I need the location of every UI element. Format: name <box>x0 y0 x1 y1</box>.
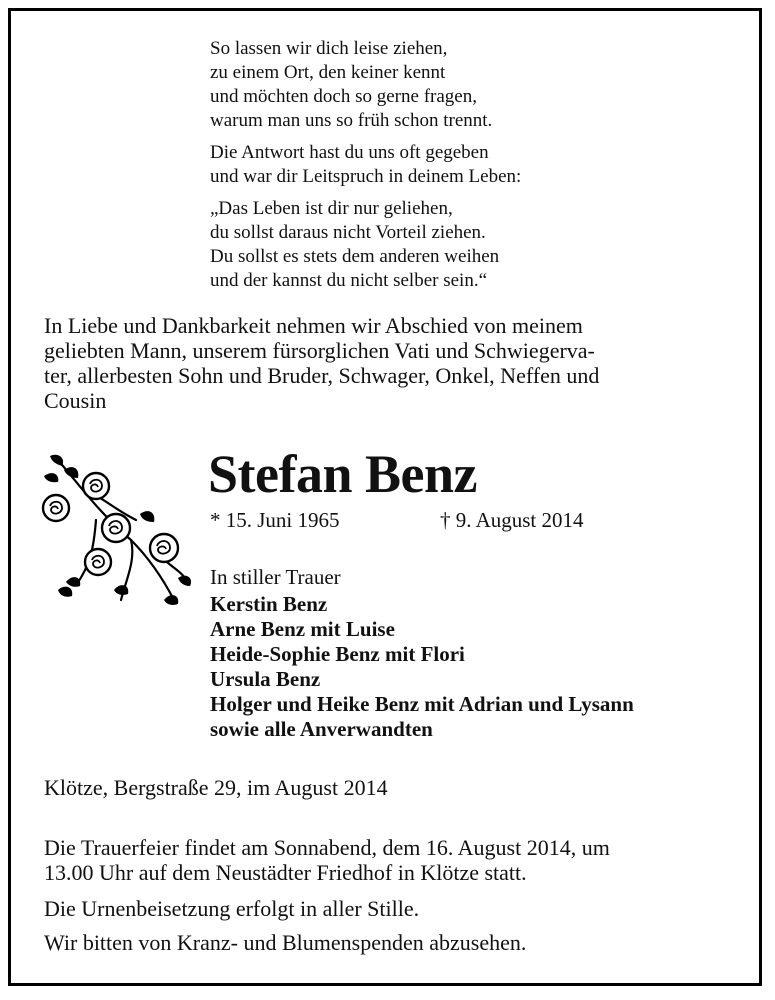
place-date: Klötze, Bergstraße 29, im August 2014 <box>44 775 388 800</box>
roses-icon <box>36 450 196 610</box>
urn-notice <box>44 896 744 921</box>
intro-line: Cousin <box>44 388 107 413</box>
birth-date: * 15. Juni 1965 <box>210 508 340 532</box>
mourner-name: Heide-Sophie Benz mit Flori <box>210 642 465 666</box>
mourner-name: sowie alle Anverwandten <box>210 717 433 741</box>
poem-line: Die Antwort hast du uns oft gegeben <box>210 142 489 163</box>
intro-line: geliebten Mann, unserem fürsorglichen Vati und Schwiegerva- <box>44 338 595 363</box>
poem-stanza-2 <box>210 141 521 189</box>
urn-notice-line: Die Urnenbeisetzung erfolgt in aller Stille. <box>44 896 420 921</box>
death-date: † 9. August 2014 <box>440 508 584 532</box>
funeral-notice-line: 13.00 Uhr auf dem Neustädter Friedhof in Klötze statt. <box>44 860 527 885</box>
poem-line: und war dir Leitspruch in deinem Leben: <box>210 166 522 187</box>
funeral-notice <box>44 835 744 885</box>
intro-paragraph <box>44 313 734 413</box>
flowers-notice <box>44 930 744 955</box>
flowers-notice-line: Wir bitten von Kranz- und Blumenspenden abzusehen. <box>44 930 527 955</box>
intro-line: In Liebe und Dankbarkeit nehmen wir Abschied von meinem <box>44 313 583 338</box>
intro-line: ter, allerbesten Sohn und Bruder, Schwager, Onkel, Neffen und <box>44 363 600 388</box>
funeral-notice-line: Die Trauerfeier findet am Sonnabend, dem 16. August 2014, um <box>44 835 610 860</box>
deceased-name: Stefan Benz <box>208 444 477 504</box>
mourner-name: Ursula Benz <box>210 667 321 691</box>
poem-line: warum man uns so früh schon trennt. <box>210 110 493 131</box>
poem-line: So lassen wir dich leise ziehen, <box>210 38 448 59</box>
poem-line: und möchten doch so gerne fragen, <box>210 86 477 107</box>
poem-line: Du sollst es stets dem anderen weihen <box>210 246 500 267</box>
poem-line: zu einem Ort, den keiner kennt <box>210 62 446 83</box>
mourner-name: Arne Benz mit Luise <box>210 617 395 641</box>
poem-stanza-3 <box>210 197 499 293</box>
mourner-name: Kerstin Benz <box>210 592 328 616</box>
poem-line: du sollst daraus nicht Vorteil ziehen. <box>210 222 486 243</box>
poem-stanza-1 <box>210 37 492 133</box>
mourner-name: Holger und Heike Benz mit Adrian und Lysann <box>210 692 634 716</box>
poem-line: und der kannst du nicht selber sein.“ <box>210 270 488 291</box>
mourning-label: In stiller Trauer <box>210 565 341 589</box>
mourners-list <box>210 592 634 742</box>
poem-line: „Das Leben ist dir nur geliehen, <box>210 198 453 219</box>
